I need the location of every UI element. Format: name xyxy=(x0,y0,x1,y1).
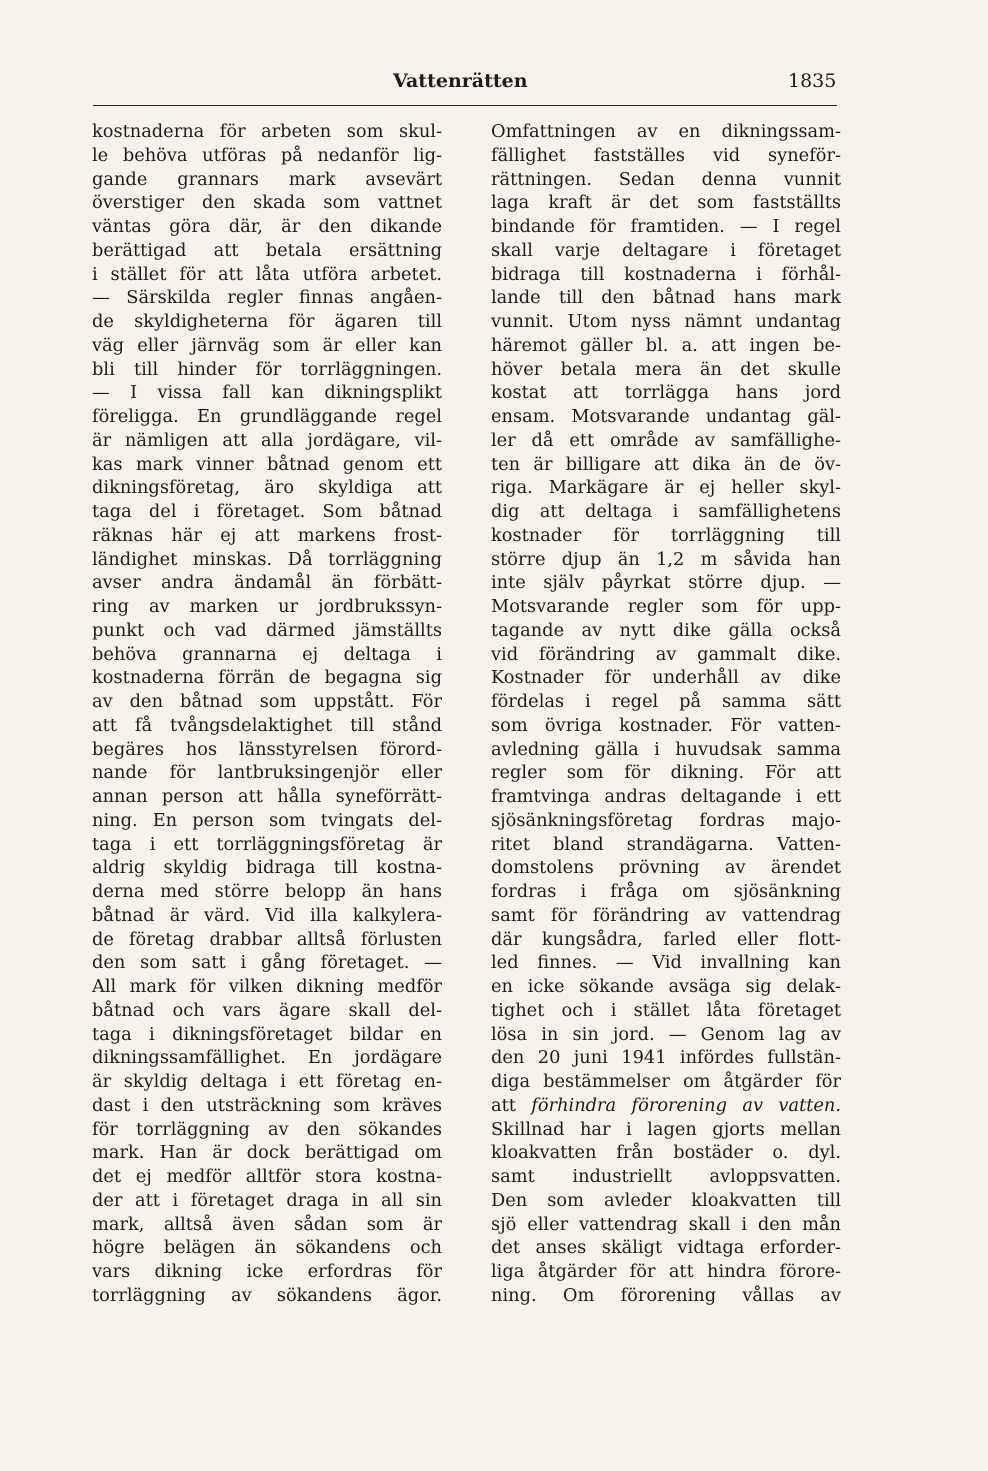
text-line: ning. Om förorening vållas av xyxy=(491,1284,841,1306)
text-line: ring av marken ur jordbrukssyn- xyxy=(92,596,442,617)
text-line: väg eller järnväg som är eller kan xyxy=(92,334,442,356)
text-line: liga åtgärder för att hindra förore- xyxy=(491,1261,841,1282)
text-line: Skillnad har i lagen gjorts mellan xyxy=(491,1118,841,1140)
text-line: ritet bland strandägarna. Vatten- xyxy=(491,833,841,855)
text-line: rättningen. Sedan denna vunnit xyxy=(491,168,841,190)
text-line: tagande av nytt dike gälla också xyxy=(491,619,841,641)
text-line: det ej medför alltför stora kostna- xyxy=(92,1166,442,1187)
text-line: större djup än 1,2 m såvida han xyxy=(491,548,841,570)
text-line: Kostnader för underhåll av dike xyxy=(491,667,841,689)
text-line: diga bestämmelser om åtgärder för xyxy=(491,1071,841,1092)
text-line: bindande för framtiden. — I regel xyxy=(491,216,841,237)
text-line: Motsvarande regler som för upp- xyxy=(491,596,841,617)
text-line: dikningssamfällighet. En jordägare xyxy=(92,1047,442,1069)
text-line: den som satt i gång företaget. — xyxy=(92,952,442,974)
text-line: lande till den båtnad hans mark xyxy=(491,287,841,309)
text-line: taga i ett torrläggningsföretag är xyxy=(92,833,442,855)
text-line: sjö eller vattendrag skall i den mån xyxy=(491,1213,841,1235)
text-line: den 20 juni 1941 infördes fullstän- xyxy=(491,1047,841,1069)
text-line: inte själv påyrkat större djup. — xyxy=(491,572,841,594)
text-line: som övriga kostnader. För vatten- xyxy=(491,714,841,736)
text-line: fordras i fråga om sjösänkning xyxy=(491,881,841,902)
text-line: föreligga. En grundläggande regel xyxy=(92,406,442,427)
header-rule xyxy=(93,105,837,106)
text-line: kas mark vinner båtnad genom ett xyxy=(92,453,442,475)
text-line: kostnaderna för arbeten som skul- xyxy=(92,121,442,142)
text-line: taga del i företaget. Som båtnad xyxy=(92,501,442,522)
text-line: dig att deltaga i samfällighetens xyxy=(491,501,841,522)
text-line: laga kraft är det som fastställts xyxy=(491,192,841,214)
right-text-column xyxy=(491,120,841,1308)
text-line: vunnit. Utom nyss nämnt undantag xyxy=(491,311,841,332)
text-line: ten är billigare att dika än de öv- xyxy=(491,453,841,475)
text-line: kostnader för torrläggning till xyxy=(491,524,841,546)
text-line: ensam. Motsvarande undantag gäl- xyxy=(491,406,841,427)
text-line: för torrläggning av den sökandes xyxy=(92,1118,442,1140)
text-line: nande för lantbruksingenjör eller xyxy=(92,762,442,784)
text-line: mark. Han är dock berättigad om xyxy=(92,1142,442,1164)
text-line: begäres hos länsstyrelsen förord- xyxy=(92,738,442,760)
text-line: torrläggning av sökandens ägor. xyxy=(92,1284,442,1306)
text-line: att få tvångsdelaktighet till stånd xyxy=(92,714,442,736)
text-line: punkt och vad därmed jämställts xyxy=(92,619,442,641)
text-line: tighet och i stället låta företaget xyxy=(491,999,841,1021)
text-line: vars dikning icke erfordras för xyxy=(92,1261,442,1282)
text-line: der att i företaget draga in all sin xyxy=(92,1189,442,1211)
text-line: kloakvatten från bostäder o. dyl. xyxy=(491,1142,841,1164)
text-span: att xyxy=(491,1094,532,1116)
text-line: kostat att torrlägga hans jord xyxy=(491,382,841,404)
text-line: samt för förändring av vattendrag xyxy=(491,904,841,926)
text-line: skall varje deltagare i företaget xyxy=(491,239,841,261)
text-line: — Särskilda regler finnas angåen- xyxy=(92,287,442,309)
text-line: av den båtnad som uppstått. För xyxy=(92,691,442,712)
text-line: räknas här ej att markens frost- xyxy=(92,524,442,546)
text-line: lösa in sin jord. — Genom lag av xyxy=(491,1023,841,1045)
text-line: Den som avleder kloakvatten till xyxy=(491,1189,841,1211)
page-number: 1835 xyxy=(788,70,837,92)
text-line: ler då ett område av samfällighe- xyxy=(491,429,841,451)
text-line: väntas göra där, är den dikande xyxy=(92,216,442,237)
text-line: aldrig skyldig bidraga till kostna- xyxy=(92,857,442,879)
left-text-column xyxy=(92,120,442,1308)
text-line: en icke sökande avsäga sig delak- xyxy=(491,976,841,997)
italic-phrase: förhindra förorening av vatten. xyxy=(531,1094,841,1116)
text-line: riga. Markägare är ej heller skyl- xyxy=(491,477,841,499)
text-line: båtnad är värd. Vid illa kalkylera- xyxy=(92,904,442,926)
text-line: — I vissa fall kan dikningsplikt xyxy=(92,382,442,404)
text-line: det anses skäligt vidtaga erforder- xyxy=(491,1237,841,1259)
text-line: dikningsföretag, äro skyldiga att xyxy=(92,477,442,499)
text-line: häremot gäller bl. a. att ingen be- xyxy=(491,334,841,356)
text-line: avser andra ändamål än förbätt- xyxy=(92,572,442,594)
text-line: taga i dikningsföretaget bildar en xyxy=(92,1023,442,1045)
text-line: annan person att hålla syneförrätt- xyxy=(92,786,442,807)
text-line: överstiger den skada som vattnet xyxy=(92,192,442,214)
text-line: berättigad att betala ersättning xyxy=(92,239,442,261)
text-line: All mark för vilken dikning medför xyxy=(92,976,442,997)
text-line: sjösänkningsföretag fordras majo- xyxy=(491,809,841,831)
text-line: de företag drabbar alltså förlusten xyxy=(92,928,442,950)
text-line: led finnes. — Vid invallning kan xyxy=(491,952,841,974)
text-line: mark, alltså även sådan som är xyxy=(92,1213,442,1235)
text-line: domstolens prövning av ärendet xyxy=(491,857,841,879)
text-line: höver betala mera än det skulle xyxy=(491,358,841,380)
text-line: gande grannars mark avsevärt xyxy=(92,168,442,190)
text-line: i stället för att låta utföra arbetet. xyxy=(92,263,442,285)
text-line: regler som för dikning. För att xyxy=(491,762,841,784)
text-line: de skyldigheterna för ägaren till xyxy=(92,311,442,332)
text-line: le behöva utföras på nedanför lig- xyxy=(92,144,442,166)
text-line: fällighet fastställes vid syneför- xyxy=(491,144,841,166)
text-line: samt industriellt avloppsvatten. xyxy=(491,1166,841,1187)
text-line: framtvinga andras deltagande i ett xyxy=(491,786,841,807)
text-line: derna med större belopp än hans xyxy=(92,881,442,902)
text-line: är skyldig deltaga i ett företag en- xyxy=(92,1071,442,1092)
text-line: är nämligen att alla jordägare, vil- xyxy=(92,429,442,451)
text-line: avledning gälla i huvudsak samma xyxy=(491,738,841,760)
text-line: behöva grannarna ej deltaga i xyxy=(92,643,442,665)
text-line: fördelas i regel på samma sätt xyxy=(491,691,841,712)
text-line: ländighet minskas. Då torrläggning xyxy=(92,548,442,570)
text-line: ning. En person som tvingats del- xyxy=(92,809,442,831)
text-line: bli till hinder för torrläggningen. xyxy=(92,358,442,380)
text-line: Omfattningen av en dikningssam- xyxy=(491,121,841,142)
running-header-title: Vattenrätten xyxy=(393,70,528,92)
text-line: kostnaderna förrän de begagna sig xyxy=(92,667,442,689)
text-line xyxy=(491,1094,841,1118)
text-line: vid förändring av gammalt dike. xyxy=(491,643,841,665)
text-line: båtnad och vars ägare skall del- xyxy=(92,999,442,1021)
text-line: dast i den utsträckning som kräves xyxy=(92,1094,442,1116)
text-line: bidraga till kostnaderna i förhål- xyxy=(491,263,841,285)
text-line: där kungsådra, farled eller flott- xyxy=(491,928,841,950)
text-line: högre belägen än sökandens och xyxy=(92,1237,442,1259)
